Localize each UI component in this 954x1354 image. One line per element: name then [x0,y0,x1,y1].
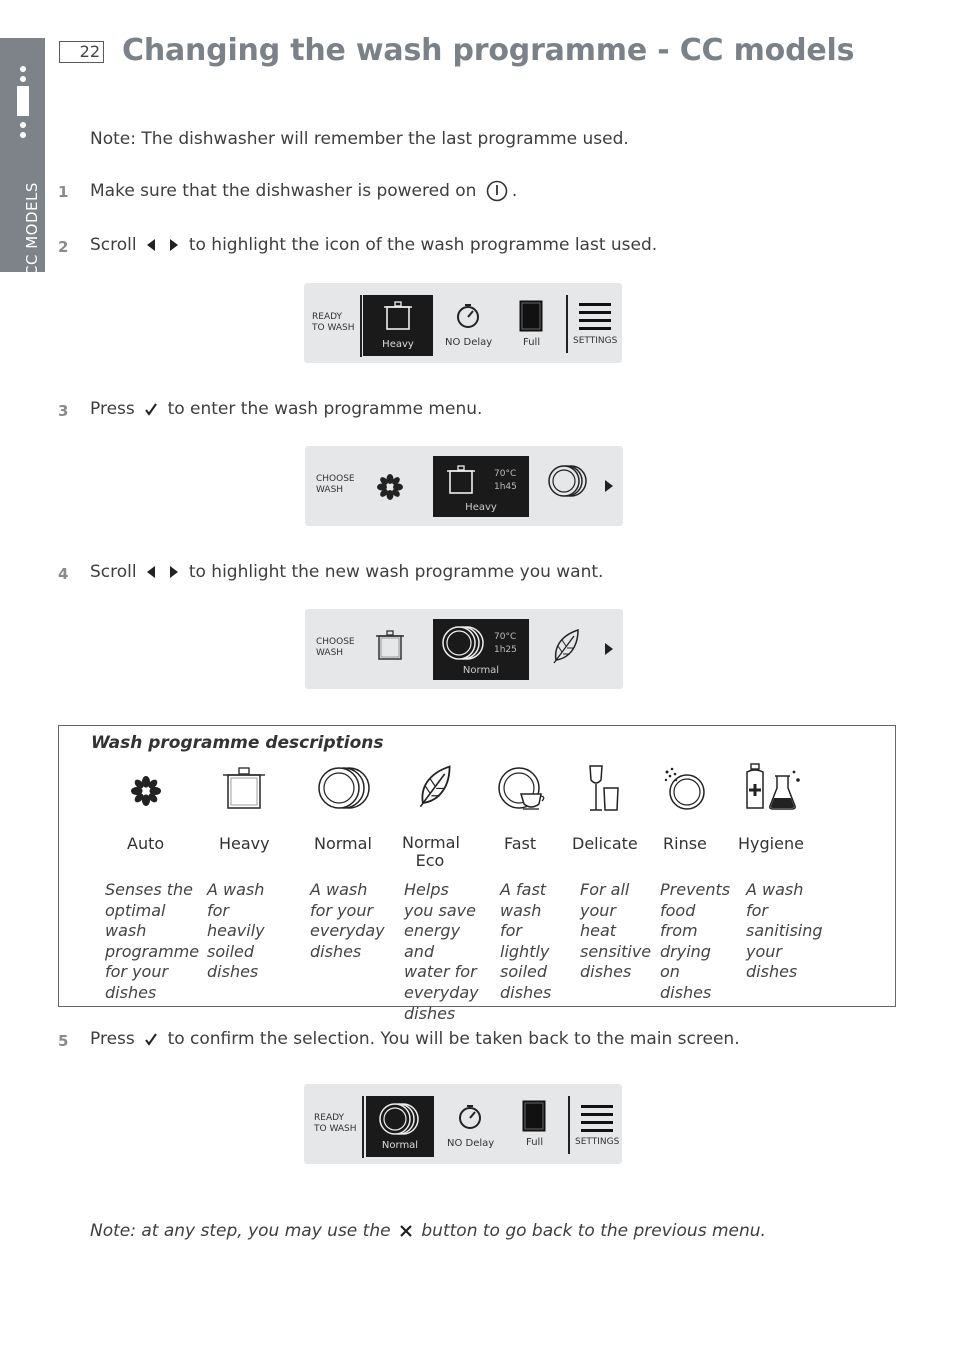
full-load-icon [522,1100,546,1132]
program-description: A fast wash for lightly soiled dishes [500,880,552,1002]
settings-menu-icon [579,301,611,331]
step-number: 4 [58,565,69,583]
hygiene-icon [744,762,804,814]
ready-label: READY TO WASH [314,1113,357,1134]
plate-cup-icon [497,766,547,812]
program-description: Helps you save energy and water for everyday dishes [404,880,479,1023]
delay-label: NO Delay [447,1138,495,1149]
load-label: Full [523,337,541,348]
program-name: Normal [314,834,372,853]
duration: 1h25 [494,645,517,655]
program-description: Prevents food from drying on dishes [660,880,731,1002]
temperature: 70°C [494,469,517,479]
check-icon [144,402,158,416]
program-name: Hygiene [738,834,804,853]
step-2-text: Scroll to highlight the icon of the wash programme last used. [90,235,658,255]
choose-wash-panel-heavy [305,446,623,526]
selected-program-normal[interactable]: 70°C 1h25 Normal [433,619,529,680]
program-description: A wash for your everyday dishes [310,880,385,961]
choose-wash-panel-normal [305,609,623,689]
settings-label: SETTINGS [573,336,618,346]
program-name: Rinse [663,834,707,853]
side-tab-label: CC MODELS [23,182,41,276]
rinse-icon [663,766,707,812]
delay-icon [455,303,481,329]
delay-icon [457,1104,483,1130]
arrow-right-icon[interactable] [604,479,614,493]
divider [362,1096,364,1158]
choose-wash-label: CHOOSE WASH [316,637,355,658]
plates-icon [547,464,591,498]
program-description: For all your heat sensitive dishes [580,880,652,982]
page-title: Changing the wash programme - CC models [122,33,855,68]
step-number: 2 [58,238,69,256]
step-number: 5 [58,1032,69,1050]
wash-programme-descriptions [58,725,896,1023]
note-top: Note: The dishwasher will remember the last programme used. [90,129,629,149]
step-3-text: Press to enter the wash programme menu. [90,399,483,419]
selected-program-normal[interactable]: Normal [366,1096,434,1157]
tab-dots-icon [16,66,30,142]
step-5-text: Press to confirm the selection. You will be taken back to the main screen. [90,1029,740,1049]
program-name: Delicate [572,834,638,853]
choose-wash-label: CHOOSE WASH [316,474,355,495]
divider [568,1096,570,1154]
load-label: Full [526,1137,544,1148]
program-description: A wash for heavily soiled dishes [207,880,265,982]
plates-icon [441,625,487,661]
program-name: Auto [127,834,165,853]
settings-menu-icon [581,1103,613,1133]
selected-program-heavy[interactable]: 70°C 1h45 Heavy [433,456,529,517]
program-description: A wash for sanitising your dishes [746,880,823,982]
pot-icon [221,766,267,810]
step-number: 3 [58,402,69,420]
ready-panel-normal [304,1084,622,1164]
leaf-icon [552,628,580,664]
settings-label: SETTINGS [575,1137,620,1147]
pot-icon [382,301,414,331]
divider [566,295,568,353]
auto-icon [377,474,403,500]
step-1-text: Make sure that the dishwasher is powered on . [90,181,518,201]
pot-icon [374,629,406,661]
delay-label: NO Delay [445,337,493,348]
program-name: Heavy [219,834,270,853]
glass-icon [586,764,620,814]
program-name: Fast [504,834,537,853]
check-icon [144,1032,158,1046]
plates-icon [378,1102,422,1136]
step-4-text: Scroll to highlight the new wash programme you want. [90,562,604,582]
step-number: 1 [58,183,69,201]
descriptions-title: Wash programme descriptions [91,733,384,753]
divider [360,295,362,357]
side-tab [0,38,45,276]
program-description: Senses the optimal wash programme for your dishes [105,880,200,1002]
arrow-left-icon [146,238,156,252]
leaf-icon [418,762,452,810]
temperature: 70°C [494,632,517,642]
arrow-right-icon [169,238,179,252]
plates-icon [316,766,372,810]
arrow-right-icon [169,565,179,579]
pot-icon [445,465,477,495]
auto-icon [131,776,161,806]
power-icon [486,180,508,202]
arrow-left-icon [146,565,156,579]
program-name: Normal Eco [402,833,460,870]
selected-program-heavy[interactable]: Heavy [363,295,433,356]
full-load-icon [519,300,543,332]
note-bottom: Note: at any step, you may use the button to go back to the previous menu. [90,1221,766,1241]
duration: 1h45 [494,482,517,492]
ready-label: READY TO WASH [312,312,355,333]
ready-panel-heavy [304,283,622,363]
page-number: 22 [59,41,104,63]
close-icon [400,1225,412,1237]
arrow-right-icon[interactable] [604,642,614,656]
